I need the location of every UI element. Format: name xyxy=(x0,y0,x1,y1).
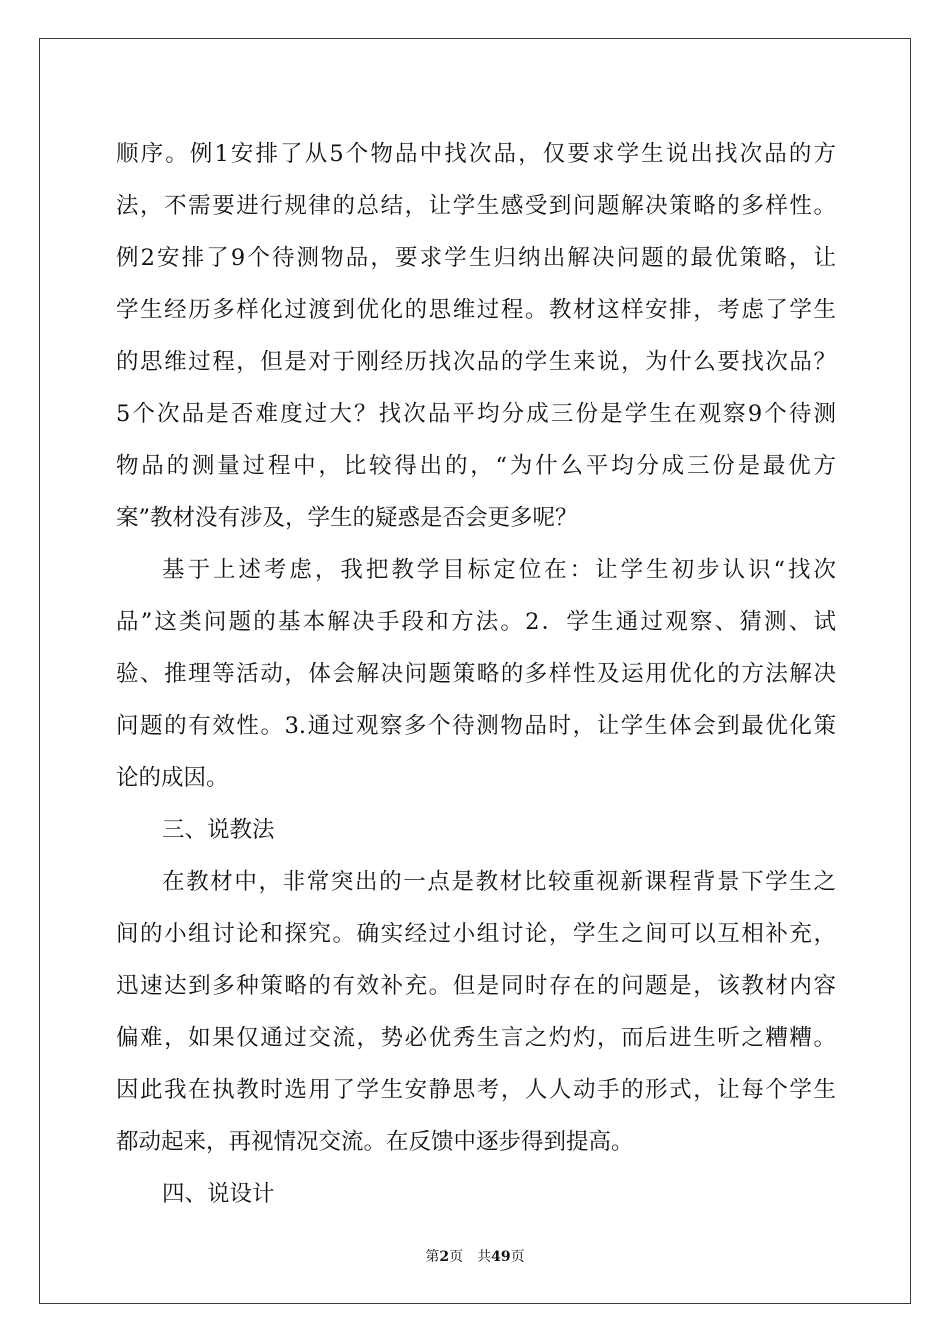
page-suffix: 页 xyxy=(449,1249,464,1265)
text-line: 品”这类问题的基本解决手段和方法。2．学生通过观察、猜测、试 xyxy=(116,609,836,635)
text-line: 物品的测量过程中，比较得出的，“为什么平均分成三份是最优方 xyxy=(116,453,836,479)
total-pages: 49 xyxy=(491,1249,511,1265)
page-prefix: 第 xyxy=(425,1249,440,1265)
text-line: 都动起来，再视情况交流。在反馈中逐步得到提高。 xyxy=(116,1129,634,1155)
text-line: 例2安排了9个待测物品，要求学生归纳出解决问题的最优策略，让 xyxy=(116,245,836,271)
total-prefix: 共 xyxy=(477,1249,492,1265)
section-heading: 三、说教法 xyxy=(162,817,275,843)
text-line: 法，不需要进行规律的总结，让学生感受到问题解决策略的多样性。 xyxy=(116,193,836,219)
page-number: 2 xyxy=(439,1249,450,1265)
text-line: 顺序。例1安排了从5个物品中找次品，仅要求学生说出找次品的方 xyxy=(116,141,836,167)
text-line: 验、推理等活动，体会解决问题策略的多样性及运用优化的方法解决 xyxy=(116,661,836,687)
text-line: 间的小组讨论和探究。确实经过小组讨论，学生之间可以互相补充， xyxy=(116,921,836,947)
text-line: 问题的有效性。3.通过观察多个待测物品时，让学生体会到最优化策 xyxy=(116,713,836,739)
document-body xyxy=(116,128,836,1220)
text-line: 的思维过程，但是对于刚经历找次品的学生来说，为什么要找次品？ xyxy=(116,349,836,375)
text-line: 迅速达到多种策略的有效补充。但是同时存在的问题是，该教材内容 xyxy=(116,973,836,999)
paragraph-start-line: 基于上述考虑，我把教学目标定位在：让学生初步认识“找次 xyxy=(162,557,836,583)
text-line: 5个次品是否难度过大？找次品平均分成三份是学生在观察9个待测 xyxy=(116,401,836,427)
page-footer xyxy=(0,1246,950,1266)
text-line: 论的成因。 xyxy=(116,765,229,791)
paragraph-start-line: 在教材中，非常突出的一点是教材比较重视新课程背景下学生之 xyxy=(162,869,836,895)
text-line: 偏难，如果仅通过交流，势必优秀生言之灼灼，而后进生听之糟糟。 xyxy=(116,1025,836,1051)
text-line: 案”教材没有涉及，学生的疑惑是否会更多呢？ xyxy=(116,505,578,531)
total-suffix: 页 xyxy=(510,1249,525,1265)
text-line: 因此我在执教时选用了学生安静思考，人人动手的形式，让每个学生 xyxy=(116,1077,836,1103)
text-line: 学生经历多样化过渡到优化的思维过程。教材这样安排，考虑了学生 xyxy=(116,297,836,323)
section-heading: 四、说设计 xyxy=(162,1181,275,1207)
